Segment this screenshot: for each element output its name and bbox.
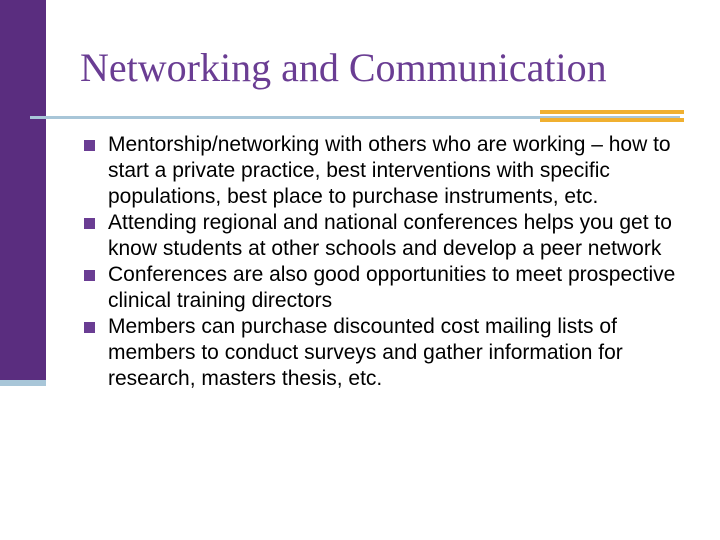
square-bullet-icon: [84, 140, 95, 151]
accent-stripe: [540, 118, 684, 122]
square-bullet-icon: [84, 270, 95, 281]
bullet-list: [84, 132, 684, 392]
slide-title: Networking and Communication: [80, 45, 607, 90]
left-accent-bar: [0, 0, 46, 380]
accent-stripes: [540, 110, 684, 126]
accent-stripe: [540, 110, 684, 114]
bullet-text: Mentorship/networking with others who are working – how to start a private practice, best interventions with specific populations, best place to purchase instruments, etc.: [108, 133, 671, 208]
bullet-item: [84, 314, 684, 392]
left-accent-bar-light: [0, 380, 46, 386]
bullet-text: Attending regional and national conferences helps you get to know students at other schools and develop a peer network: [108, 211, 672, 260]
square-bullet-icon: [84, 218, 95, 229]
bullet-item: [84, 132, 684, 210]
bullet-text: Conferences are also good opportunities to meet prospective clinical training directors: [108, 263, 676, 312]
bullet-item: [84, 262, 684, 314]
bullet-item: [84, 210, 684, 262]
square-bullet-icon: [84, 322, 95, 333]
bullet-text: Members can purchase discounted cost mailing lists of members to conduct surveys and gather information for research, masters thesis, etc.: [108, 315, 623, 390]
